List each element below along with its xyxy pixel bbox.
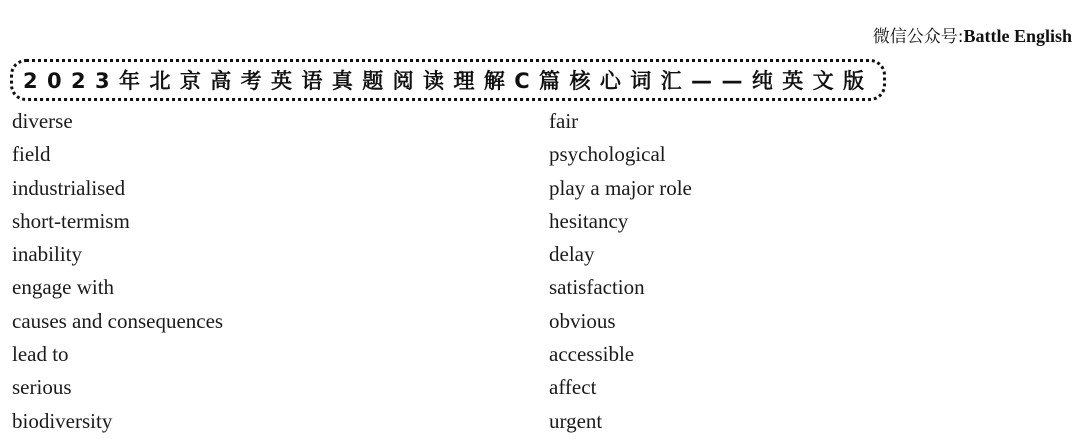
vocabulary-item: biodiversity xyxy=(12,408,113,433)
vocabulary-item: hesitancy xyxy=(549,208,629,233)
vocabulary-item: affect xyxy=(549,375,597,400)
vocabulary-item: serious xyxy=(12,375,72,400)
title-frame xyxy=(10,59,886,101)
vocabulary-item: short-termism xyxy=(12,208,130,233)
wechat-account-prefix: 微信公众号: xyxy=(872,27,964,47)
wechat-account-label xyxy=(873,22,1072,47)
vocabulary-item: inability xyxy=(12,242,82,267)
vocabulary-list-left xyxy=(12,107,223,440)
vocabulary-item: accessible xyxy=(549,342,635,367)
vocabulary-item: psychological xyxy=(549,142,666,167)
vocabulary-item: obvious xyxy=(549,308,616,333)
vocabulary-item: urgent xyxy=(549,408,603,433)
vocabulary-item: play a major role xyxy=(549,175,692,200)
vocabulary-item: lead to xyxy=(12,342,69,367)
wechat-account-name: Battle English xyxy=(963,26,1072,46)
page-title: 2023年北京高考英语真题阅读理解C篇核心词汇——纯英文版 xyxy=(23,69,874,93)
vocabulary-item: industrialised xyxy=(12,175,126,200)
vocabulary-item: fair xyxy=(549,109,579,133)
vocabulary-item: engage with xyxy=(12,275,115,300)
vocabulary-item: delay xyxy=(549,242,595,267)
vocabulary-item: causes and consequences xyxy=(12,308,224,333)
vocabulary-item: diverse xyxy=(12,109,73,133)
vocabulary-item: field xyxy=(12,142,51,167)
vocabulary-list-right xyxy=(549,107,692,440)
vocabulary-item: satisfaction xyxy=(549,275,645,300)
